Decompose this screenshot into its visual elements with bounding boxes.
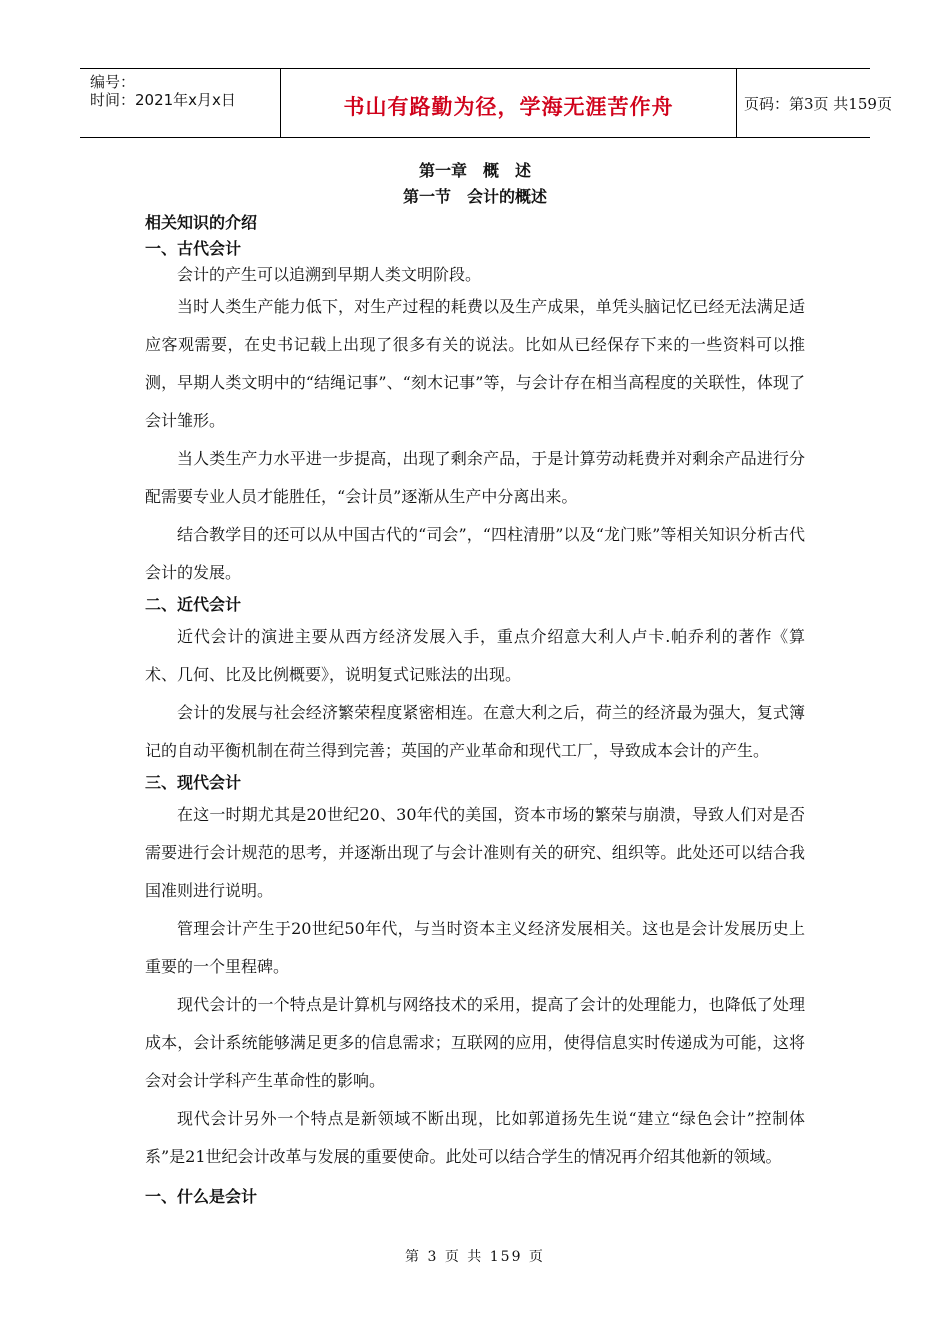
page-footer: 第 3 页 共 159 页: [405, 1249, 545, 1265]
paragraph: 会计的产生可以追溯到早期人类文明阶段。: [177, 265, 482, 284]
paragraph: 现代会计的一个特点是计算机与网络技术的采用，提高了会计的处理能力，也降低了处理成本，会计系统能够满足更多的信息需求；互联网的应用，使得信息实时传递成为可能，这将会对会计学科产生革命性的影响。: [145, 995, 805, 1090]
spacer: [145, 1176, 805, 1184]
document-number: 编号：: [90, 73, 136, 91]
paragraph: 在这一时期尤其是20世纪20、30年代的美国，资本市场的繁荣与崩溃，导致人们对是否需要进行会计规范的思考，并逐渐出现了与会计准则有关的研究、组织等。此处还可以结合我国准则进行说明。: [145, 805, 805, 900]
header-meta: [80, 69, 280, 137]
header-motto-cell: [280, 69, 737, 137]
document-date: 时间：2021年x月x日: [90, 91, 236, 109]
block-heading: 二、近代会计: [145, 595, 242, 614]
block-ancient: [145, 236, 805, 592]
paragraph: 当人类生产力水平进一步提高，出现了剩余产品，于是计算劳动耗费并对剩余产品进行分配需要专业人员才能胜任，“会计员”逐渐从生产中分离出来。: [145, 449, 805, 506]
block-heading: 三、现代会计: [145, 773, 242, 792]
block-heading: 一、古代会计: [145, 239, 242, 258]
block-contemporary: [145, 770, 805, 1176]
header-page-info: 页码：第3页 共159页: [744, 95, 892, 113]
intro-heading: 相关知识的介绍: [145, 213, 258, 232]
header-page-cell: [736, 69, 892, 137]
block-modern-early: [145, 592, 805, 770]
paragraph: 会计的发展与社会经济繁荣程度紧密相连。在意大利之后，荷兰的经济最为强大，复式簿记的自动平衡机制在荷兰得到完善；英国的产业革命和现代工厂，导致成本会计的产生。: [145, 703, 805, 760]
final-heading: 一、什么是会计: [145, 1187, 258, 1206]
page-header: [80, 68, 892, 138]
chapter-title: 第一章 概 述: [418, 161, 531, 180]
section-title: 第一节 会计的概述: [402, 187, 547, 206]
paragraph: 结合教学目的还可以从中国古代的“司会”，“四柱清册”以及“龙门账”等相关知识分析古代会计的发展。: [145, 525, 805, 582]
document-body: [145, 158, 805, 1210]
paragraph: 近代会计的演进主要从西方经济发展入手，重点介绍意大利人卢卡.帕乔利的著作《算术、几何、比及比例概要》，说明复式记账法的出现。: [145, 627, 805, 684]
paragraph: 当时人类生产能力低下，对生产过程的耗费以及生产成果，单凭头脑记忆已经无法满足适应客观需要，在史书记载上出现了很多有关的说法。比如从已经保存下来的一些资料可以推测，早期人类文明中的“结绳记事”、“刻木记事”等，与会计存在相当高程度的关联性，体现了会计雏形。: [145, 297, 805, 430]
motto-text: 书山有路勤为径，学海无涯苦作舟: [343, 95, 674, 119]
paragraph: 现代会计另外一个特点是新领域不断出现，比如郭道扬先生说“建立“绿色会计”控制体系”是21世纪会计改革与发展的重要使命。此处可以结合学生的情况再介绍其他新的领域。: [145, 1109, 805, 1166]
paragraph: 管理会计产生于20世纪50年代，与当时资本主义经济发展相关。这也是会计发展历史上重要的一个里程碑。: [145, 919, 805, 976]
